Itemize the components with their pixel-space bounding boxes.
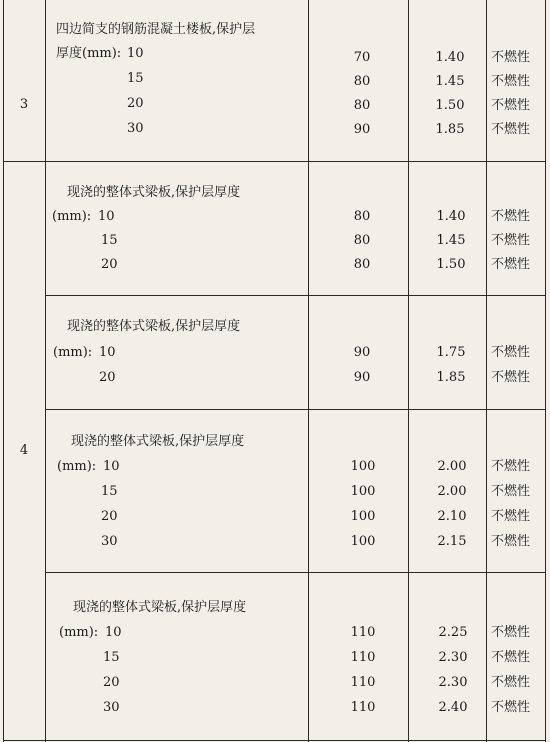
table-rule (308, 0, 309, 742)
thickness-value: 90 (353, 122, 371, 137)
thickness-value: 100 (350, 459, 376, 474)
hours-value: 2.15 (437, 534, 467, 549)
hours-value: 1.75 (436, 345, 466, 360)
cover-value: 15 (101, 233, 118, 248)
cover-value: 10 (127, 46, 144, 61)
rating-value: 不燃性 (491, 257, 531, 272)
cover-value: 20 (127, 96, 144, 111)
thickness-value: 110 (350, 675, 376, 690)
rating-value: 不燃性 (491, 74, 531, 89)
table-rule (486, 0, 487, 742)
thickness-value: 100 (350, 484, 376, 499)
cover-value: 30 (127, 121, 144, 136)
thickness-value: 90 (353, 345, 371, 360)
thickness-value: 80 (353, 98, 371, 113)
hours-value: 1.50 (436, 257, 466, 272)
hours-value: 2.40 (438, 700, 468, 715)
rating-value: 不燃性 (491, 459, 531, 474)
cover-value: 10 (98, 209, 115, 224)
rating-value: 不燃性 (491, 650, 531, 665)
block-heading-unit: 厚度(mm): (56, 46, 122, 61)
thickness-value: 70 (353, 50, 371, 65)
cover-value: 20 (101, 509, 118, 524)
cover-value: 30 (103, 700, 120, 715)
rating-value: 不燃性 (491, 122, 531, 137)
rating-value: 不燃性 (491, 534, 531, 549)
block-heading: 现浇的整体式梁板,保护层厚度 (73, 600, 247, 615)
cover-value: 30 (101, 534, 118, 549)
cover-value: 20 (103, 675, 120, 690)
table-rule (408, 0, 409, 742)
rating-value: 不燃性 (491, 509, 531, 524)
hours-value: 1.85 (436, 370, 466, 385)
thickness-value: 110 (350, 625, 376, 640)
rating-value: 不燃性 (491, 675, 531, 690)
block-heading-unit: (mm): (53, 345, 93, 360)
cover-value: 15 (103, 650, 120, 665)
hours-value: 2.30 (438, 650, 468, 665)
rating-value: 不燃性 (491, 370, 531, 385)
section-number: 3 (19, 97, 29, 112)
block-divider (45, 572, 546, 573)
block-heading-unit: (mm): (52, 209, 92, 224)
cover-value: 15 (101, 484, 118, 499)
thickness-value: 90 (353, 370, 371, 385)
hours-value: 1.45 (436, 233, 466, 248)
hours-value: 1.45 (435, 74, 465, 89)
rating-value: 不燃性 (491, 700, 531, 715)
cover-value: 10 (99, 345, 116, 360)
section-divider (3, 161, 546, 162)
rating-value: 不燃性 (491, 233, 531, 248)
hours-value: 2.00 (437, 484, 467, 499)
block-heading-unit: (mm): (57, 459, 97, 474)
thickness-value: 100 (350, 534, 376, 549)
cover-value: 15 (127, 71, 144, 86)
table-rule (45, 0, 46, 742)
rating-value: 不燃性 (491, 625, 531, 640)
cover-value: 20 (99, 370, 116, 385)
cover-value: 10 (103, 459, 120, 474)
block-heading: 四边简支的钢筋混凝土楼板,保护层 (56, 22, 256, 37)
thickness-value: 110 (350, 700, 376, 715)
block-heading: 现浇的整体式梁板,保护层厚度 (71, 434, 245, 449)
block-heading-unit: (mm): (59, 625, 99, 640)
hours-value: 1.50 (435, 98, 465, 113)
thickness-value: 80 (353, 257, 371, 272)
hours-value: 1.85 (435, 122, 465, 137)
rating-value: 不燃性 (491, 209, 531, 224)
hours-value: 1.40 (435, 50, 465, 65)
table-bottom-rule (3, 740, 546, 741)
rating-value: 不燃性 (491, 484, 531, 499)
block-divider (45, 295, 546, 296)
thickness-value: 80 (353, 233, 371, 248)
table-rule (545, 0, 546, 742)
cover-value: 10 (105, 625, 122, 640)
hours-value: 1.40 (436, 209, 466, 224)
hours-value: 2.25 (438, 625, 468, 640)
block-heading: 现浇的整体式梁板,保护层厚度 (67, 319, 241, 334)
rating-value: 不燃性 (491, 345, 531, 360)
rating-value: 不燃性 (491, 50, 531, 65)
hours-value: 2.30 (438, 675, 468, 690)
thickness-value: 110 (350, 650, 376, 665)
thickness-value: 100 (350, 509, 376, 524)
block-divider (45, 409, 546, 410)
table-rule (3, 0, 4, 742)
block-heading: 现浇的整体式梁板,保护层厚度 (67, 185, 241, 200)
rating-value: 不燃性 (491, 98, 531, 113)
thickness-value: 80 (353, 209, 371, 224)
thickness-value: 80 (353, 74, 371, 89)
section-number: 4 (19, 443, 29, 458)
hours-value: 2.00 (437, 459, 467, 474)
hours-value: 2.10 (437, 509, 467, 524)
cover-value: 20 (101, 257, 118, 272)
